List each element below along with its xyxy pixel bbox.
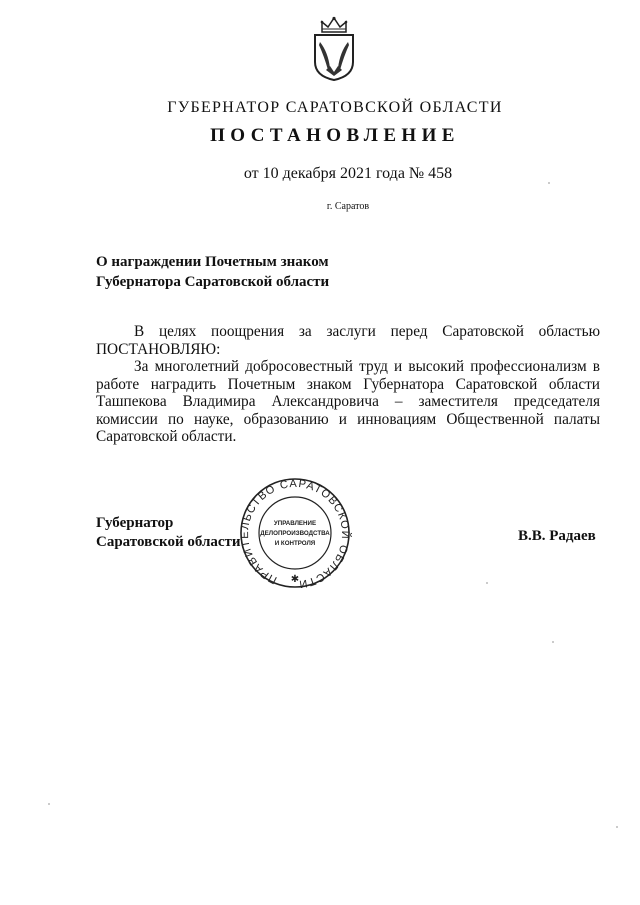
stamp-star-icon: ✱ [290, 574, 300, 585]
preamble-paragraph: В целях поощрения за заслуги перед Саратовской областью [134, 323, 600, 340]
stamp-center-line-2: ДЕЛОПРОИЗВОДСТВА [260, 530, 330, 537]
decree-word: ПОСТАНОВЛЯЮ: [96, 340, 221, 358]
scan-speck [552, 641, 554, 643]
scan-speck [486, 582, 488, 584]
document-body [96, 323, 600, 446]
subject-line-1: О награждении Почетным знаком [96, 254, 329, 270]
signatory-title-line-1: Губернатор [96, 515, 174, 531]
stamp-center-line-3: И КОНТРОЛЯ [274, 540, 316, 547]
subject-line-2: Губернатора Саратовской области [96, 274, 330, 290]
signatory-title-line-2: Саратовской области [96, 534, 241, 550]
scan-speck [548, 182, 550, 184]
decree-clause: За многолетний добросовестный труд и высокий профессионализм в работе наградить Почетным знаком Губернатора Саратовской области Ташпекова Владимира Александровича – заместителя председателя комиссии по науке, образованию и инновациям Общественной палаты Саратовской области. [96, 358, 600, 445]
signatory-name: В.В. Радаев [518, 528, 596, 544]
stamp-ring-text: ПРАВИТЕЛЬСТВО САРАТОВСКОЙ ОБЛАСТИ [239, 478, 352, 588]
document-date-number: от 10 декабря 2021 года № 458 [243, 165, 453, 182]
authority-heading: ГУБЕРНАТОР САРАТОВСКОЙ ОБЛАСТИ [167, 99, 503, 116]
official-stamp [236, 478, 354, 588]
signatory-title [96, 514, 241, 552]
scan-speck [48, 803, 50, 805]
document-type-heading: ПОСТАНОВЛЕНИЕ [210, 125, 460, 146]
coat-of-arms-icon [306, 16, 362, 82]
document-subject [96, 252, 329, 292]
stamp-center-line-1: УПРАВЛЕНИЕ [273, 520, 317, 527]
document-place: г. Саратов [326, 201, 370, 212]
scan-speck [616, 826, 618, 828]
